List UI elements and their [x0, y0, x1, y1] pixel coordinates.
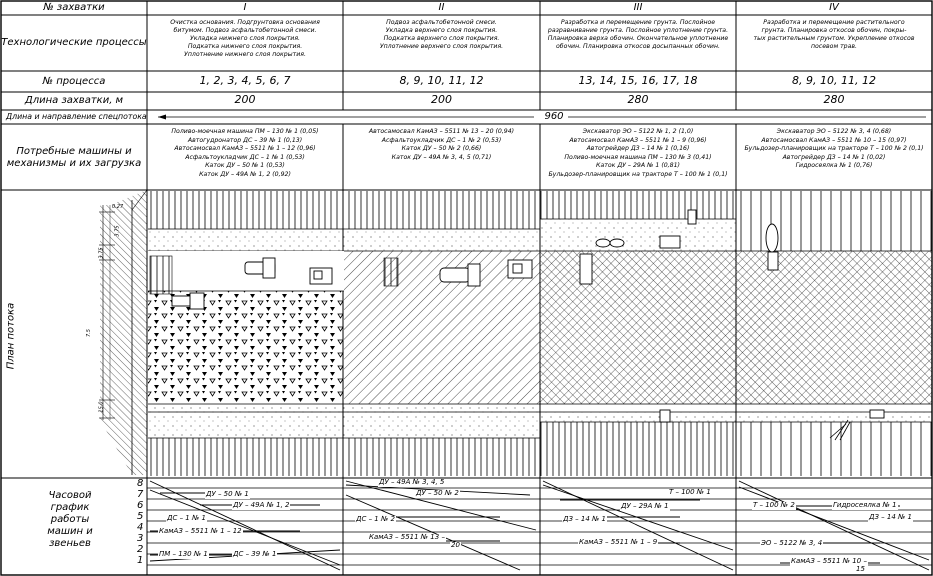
- section-length: 280: [823, 93, 845, 106]
- flow-total: 960: [540, 111, 568, 123]
- tech-line: Уплотнение нижнего слоя покрытия.: [184, 51, 306, 58]
- machine-line: Асфальтоукладчик ДС – 1 № 2 (0,53): [381, 136, 502, 144]
- row-label-schedule: Часовой график работы машин и звеньев: [47, 490, 93, 549]
- schedule-label: ДУ – 49А № 3, 4, 5: [379, 478, 445, 486]
- machine-line: Бульдозер-планировщик на тракторе Т – 100 № 1 (0,1): [548, 171, 728, 178]
- process-numbers: 13, 14, 15, 16, 17, 18: [578, 74, 698, 87]
- machine-line: Каток ДУ – 49А № 3, 4, 5 (0,71): [391, 153, 492, 161]
- machine-line: Автосамосвал КамАЗ – 5511 № 10 – 15 (0,97): [761, 136, 907, 144]
- hour-label: 7: [137, 489, 144, 500]
- section-length: 280: [627, 93, 649, 106]
- plan-drawing: [99, 190, 932, 476]
- tech-line: Укладка нижнего слоя покрытия.: [189, 35, 301, 42]
- tech-line: Подкатка нижнего слоя покрытия.: [187, 43, 303, 50]
- hour-label: 3: [137, 533, 144, 544]
- section-id: III: [633, 2, 643, 13]
- hour-label: 1: [137, 555, 144, 566]
- dimension-label: 7.5: [85, 329, 92, 337]
- tech-line: разравнивание грунта. Послойное уплотнение грунта.: [547, 27, 729, 34]
- tech-line: Подвоз асфальтобетонной смеси.: [386, 19, 497, 26]
- section-id: I: [243, 2, 247, 13]
- schedule-label: ПМ – 130 № 1: [159, 550, 208, 558]
- schedule-label: КамАЗ – 5511 № 10 –: [791, 557, 867, 565]
- machine-line: Автогрейдер ДЗ – 14 № 1 (0,02): [782, 153, 886, 161]
- tech-line: посевом трав.: [810, 43, 858, 50]
- machine-line: Автосамосвал КамАЗ – 5511 № 1 – 12 (0,96): [174, 145, 316, 153]
- machine-line: Автосамосвал КамАЗ – 5511 № 1 – 9 (0,96): [569, 136, 707, 144]
- hour-label: 6: [137, 500, 144, 511]
- machine-line: Поливо-моечная машина ПМ – 130 № 1 (0,05): [171, 128, 319, 135]
- schedule-label: ДУ – 50 № 2: [416, 489, 459, 497]
- tech-line: грунта. Планировка откосов обочин, покры-: [761, 27, 907, 34]
- tech-line: Разработка и перемещение грунта. Послойное: [560, 19, 716, 26]
- schedule-label: ДЗ – 14 № 1: [869, 513, 912, 521]
- section-id: IV: [829, 2, 839, 13]
- dimension-label: 3.75: [98, 247, 105, 259]
- schedule-label: Т – 100 № 1: [669, 488, 711, 496]
- dimension-label: 15.0: [98, 401, 105, 413]
- schedule-label: ДЗ – 14 № 1: [563, 515, 606, 523]
- hour-label: 8: [137, 478, 144, 489]
- schedule-label: ЭО – 5122 № 3, 4: [761, 539, 823, 547]
- machine-line: Автосамосвал КамАЗ – 5511 № 13 – 20 (0,94): [368, 128, 515, 135]
- machine-line: Поливо-моечная машина ПМ – 130 № 3 (0,41): [564, 153, 712, 161]
- process-numbers: 8, 9, 10, 11, 12: [399, 74, 484, 87]
- schedule-label: КамАЗ – 5511 № 1 – 9: [579, 538, 658, 546]
- schedule-label: ДС – 1 № 1: [167, 514, 206, 522]
- machine-line: Каток ДУ – 49А № 1, 2 (0,92): [199, 171, 291, 178]
- row-label-flow-length: Длина и направление спецпотока: [6, 112, 147, 121]
- machine-line: Каток ДУ – 50 № 1 (0,53): [205, 162, 285, 170]
- hour-label: 5: [137, 511, 144, 522]
- machine-line: Экскаватор ЭО – 5122 № 1, 2 (1,0): [582, 128, 694, 135]
- tech-line: Подкатка верхнего слоя покрытия.: [383, 35, 500, 42]
- machine-line: Экскаватор ЭО – 5122 № 3, 4 (0,68): [776, 128, 892, 135]
- tech-line: Разработка и перемещение растительного: [763, 19, 905, 26]
- schedule-label: ДУ – 50 № 1: [206, 490, 249, 498]
- schedule-label: КамАЗ – 5511 № 13 –: [369, 533, 445, 541]
- schedule-label: 15: [856, 565, 865, 573]
- tech-line: Планировка верха обочин. Окончательное уплотнение: [547, 35, 729, 42]
- tech-line: Очистка основания. Подгрунтовка основания: [170, 19, 320, 26]
- machine-line: Каток ДУ – 29А № 1 (0,81): [596, 162, 680, 170]
- section-length: 200: [234, 93, 256, 106]
- hour-label: 4: [137, 522, 144, 533]
- row-label-machines: Потребные машины и механизмы и их загрузка: [6, 146, 142, 169]
- machine-line: Автогрейдер ДЗ – 14 № 1 (0,16): [586, 145, 690, 153]
- tech-line: тых растительным грунтом. Укрепление откосов: [753, 35, 915, 42]
- section-length: 200: [431, 93, 452, 106]
- tech-line: Уплотнение верхнего слоя покрытия.: [379, 43, 504, 50]
- tech-line: битумом. Подвоз асфальтобетонной смеси.: [173, 27, 317, 34]
- row-label-process-no: № процесса: [42, 76, 106, 87]
- process-numbers: 8, 9, 10, 11, 12: [792, 74, 876, 87]
- row-label-length: Длина захватки, м: [24, 95, 124, 106]
- schedule-label: 20: [451, 541, 460, 549]
- machine-line: Асфальтоукладчик ДС – 1 № 1 (0,53): [185, 153, 305, 161]
- schedule-label: ДС – 1 № 2: [356, 515, 395, 523]
- machine-line: Автогудронатор ДС – 39 № 1 (0,13): [187, 136, 303, 144]
- schedule-label: ДУ – 29А № 1: [621, 502, 669, 510]
- dimension-label: 0.27: [112, 204, 124, 210]
- schedule-label: КамАЗ – 5511 № 1 – 12: [159, 527, 242, 535]
- schedule-label: ДУ – 49А № 1, 2: [233, 501, 290, 509]
- hour-label: 2: [137, 544, 144, 555]
- row-label-plan: План потока: [5, 302, 17, 370]
- schedule-label: Т – 100 № 2: [753, 501, 795, 509]
- tech-line: Укладка верхнего слоя покрытия.: [385, 27, 498, 34]
- dimension-label: 3.75: [114, 225, 121, 237]
- machine-line: Каток ДУ – 50 № 2 (0,66): [401, 145, 482, 153]
- row-label-tech: Технологические процессы: [1, 37, 147, 48]
- tech-line: обочин. Планировка откосов досыпанных обочин.: [556, 43, 720, 50]
- schedule-label: ДС – 39 № 1: [233, 550, 277, 558]
- section-id: II: [438, 2, 445, 13]
- machine-line: Бульдозер-планировщик на тракторе Т – 100 № 2 (0,1): [744, 145, 924, 153]
- process-numbers: 1, 2, 3, 4, 5, 6, 7: [199, 74, 291, 87]
- schedule-label: Гидросеялка № 1: [833, 501, 897, 509]
- row-label-zahvatka: № захватки: [43, 2, 105, 13]
- machine-line: Гидросеялка № 1 (0,76): [795, 162, 873, 170]
